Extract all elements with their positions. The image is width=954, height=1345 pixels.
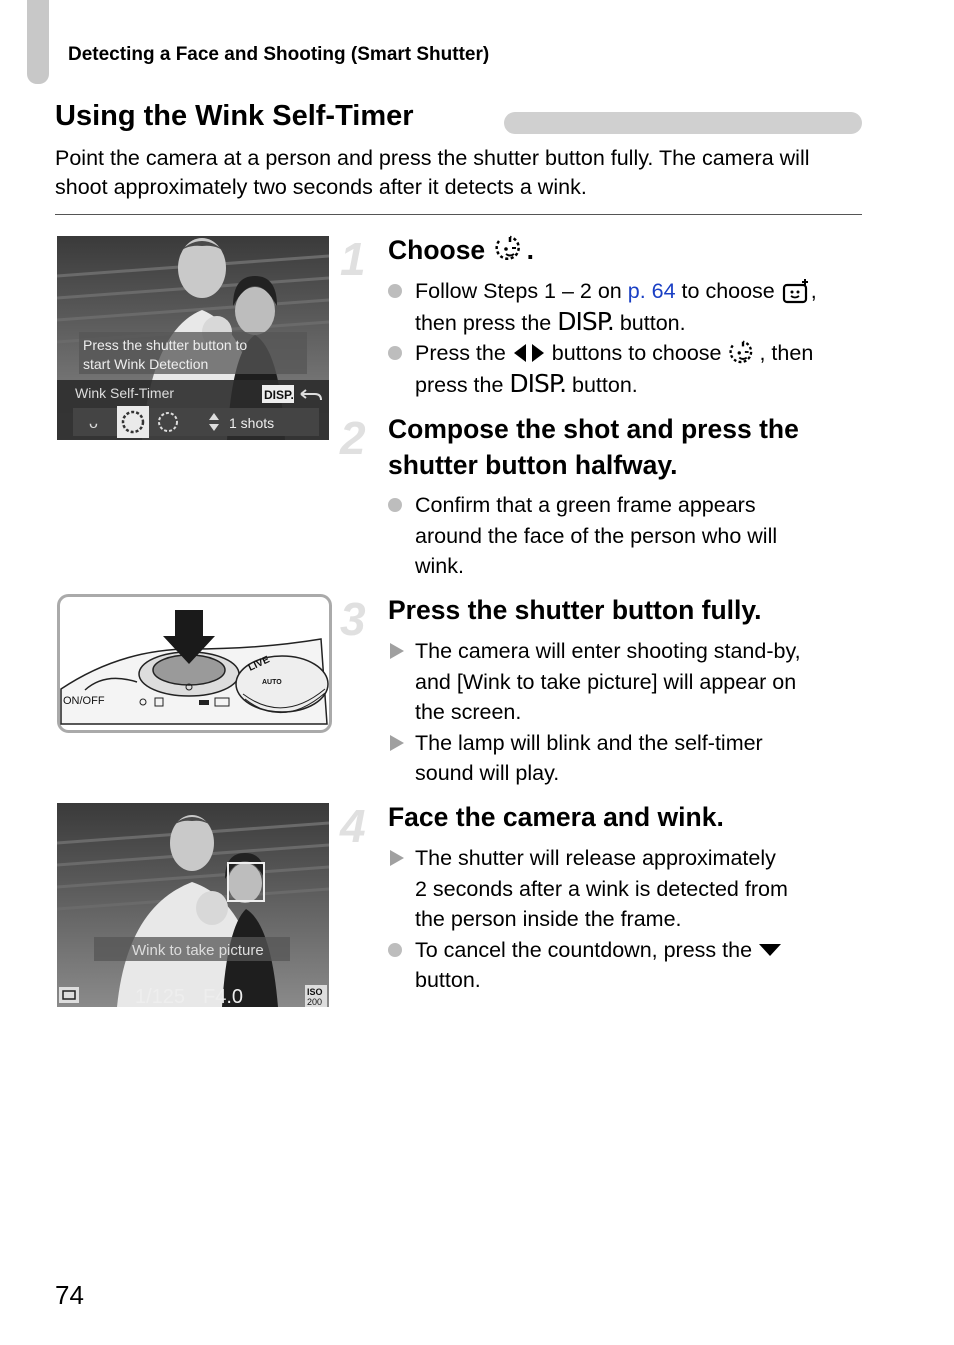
step-1-title	[388, 232, 534, 268]
step-1-bullets	[388, 276, 868, 400]
family-photo-image	[57, 236, 329, 440]
lcd-hint-line-2: start Wink Detection	[83, 356, 209, 372]
divider	[55, 214, 862, 215]
lcd-screenshot-wink-standby	[57, 803, 329, 1007]
dial-live-label: LIVE	[246, 654, 272, 674]
camera-top-illustration	[57, 594, 332, 734]
step-3-bullets	[388, 636, 868, 789]
list-item: The lamp will blink and the self-timer sound will play.	[388, 728, 868, 789]
list-item: Press the buttons to choose , then press the DISP. button.	[388, 338, 868, 400]
dial-auto-label: AUTO	[262, 679, 282, 686]
down-arrow-icon	[758, 943, 782, 957]
lcd-mode-label: Wink Self-Timer	[75, 385, 175, 401]
list-item: Confirm that a green frame appears around the face of the person who will wink.	[388, 490, 868, 582]
page-number: 74	[55, 1280, 84, 1310]
smart-shutter-mode-icon	[781, 278, 811, 304]
lcd-aperture: F4.0	[203, 986, 244, 1007]
list-item: To cancel the countdown, press the button.	[388, 935, 868, 996]
lcd-iso-label: ISO	[307, 987, 323, 997]
svg-text:ᴗ: ᴗ	[89, 415, 98, 432]
result-arrow-icon	[390, 643, 404, 659]
step-2-title: Compose the shot and press the shutter button halfway.	[388, 414, 799, 480]
list-item: The camera will enter shooting stand-by, and [Wink to take picture] will appear on the screen.	[388, 636, 868, 728]
step-number-4: 4	[340, 800, 366, 852]
on-off-label: ON/OFF	[63, 695, 105, 707]
step-4-title: Face the camera and wink.	[388, 802, 724, 832]
chapter-tab	[27, 0, 49, 84]
step-4-bullets	[388, 843, 868, 996]
lcd-screenshot-wink-menu	[57, 236, 329, 440]
step-2-bullets	[388, 490, 868, 582]
disp-button-glyph: DISP.	[509, 368, 567, 398]
intro-paragraph: Point the camera at a person and press the shutter button fully. The camera will shoot approximately two seconds after it detects a wink.	[55, 146, 810, 199]
step-3-title: Press the shutter button fully.	[388, 595, 762, 625]
list-item: Follow Steps 1 – 2 on p. 64 to choose , then press the DISP. button.	[388, 276, 868, 338]
step-number-3: 3	[340, 593, 366, 645]
left-right-arrows-icon	[512, 343, 546, 363]
step-number-2: 2	[340, 412, 366, 464]
lcd-shots-label: 1 shots	[229, 415, 275, 431]
family-photo-image	[57, 803, 329, 1007]
result-arrow-icon	[390, 735, 404, 751]
result-arrow-icon	[390, 850, 404, 866]
bullet-dot-icon	[388, 943, 402, 957]
lcd-disp-label: DISP.	[264, 388, 294, 402]
lcd-hint-line-1: Press the shutter button to	[83, 337, 248, 353]
list-item: The shutter will release approximately 2 seconds after a wink is detected from the person inside the frame.	[388, 843, 868, 935]
bullet-dot-icon	[388, 498, 402, 512]
lcd-iso-value: 200	[307, 997, 323, 1007]
wink-timer-icon	[727, 338, 759, 366]
section-title: Using the Wink Self-Timer	[55, 100, 414, 132]
step-1-title-suffix: .	[526, 235, 534, 265]
wink-timer-icon	[493, 233, 527, 263]
step-1-title-prefix: Choose	[388, 235, 486, 265]
running-head: Detecting a Face and Shooting (Smart Shutter)	[68, 44, 490, 65]
lcd-shutter-speed: 1/125	[135, 986, 186, 1007]
lcd-wink-message: Wink to take picture	[132, 942, 264, 959]
disp-button-glyph: DISP.	[557, 306, 614, 336]
bullet-dot-icon	[388, 284, 402, 298]
bullet-dot-icon	[388, 346, 402, 360]
shutter-button-diagram	[57, 594, 332, 734]
page-link[interactable]: p. 64	[627, 279, 676, 303]
title-decoration-bar	[504, 112, 862, 134]
step-number-1: 1	[340, 233, 366, 285]
